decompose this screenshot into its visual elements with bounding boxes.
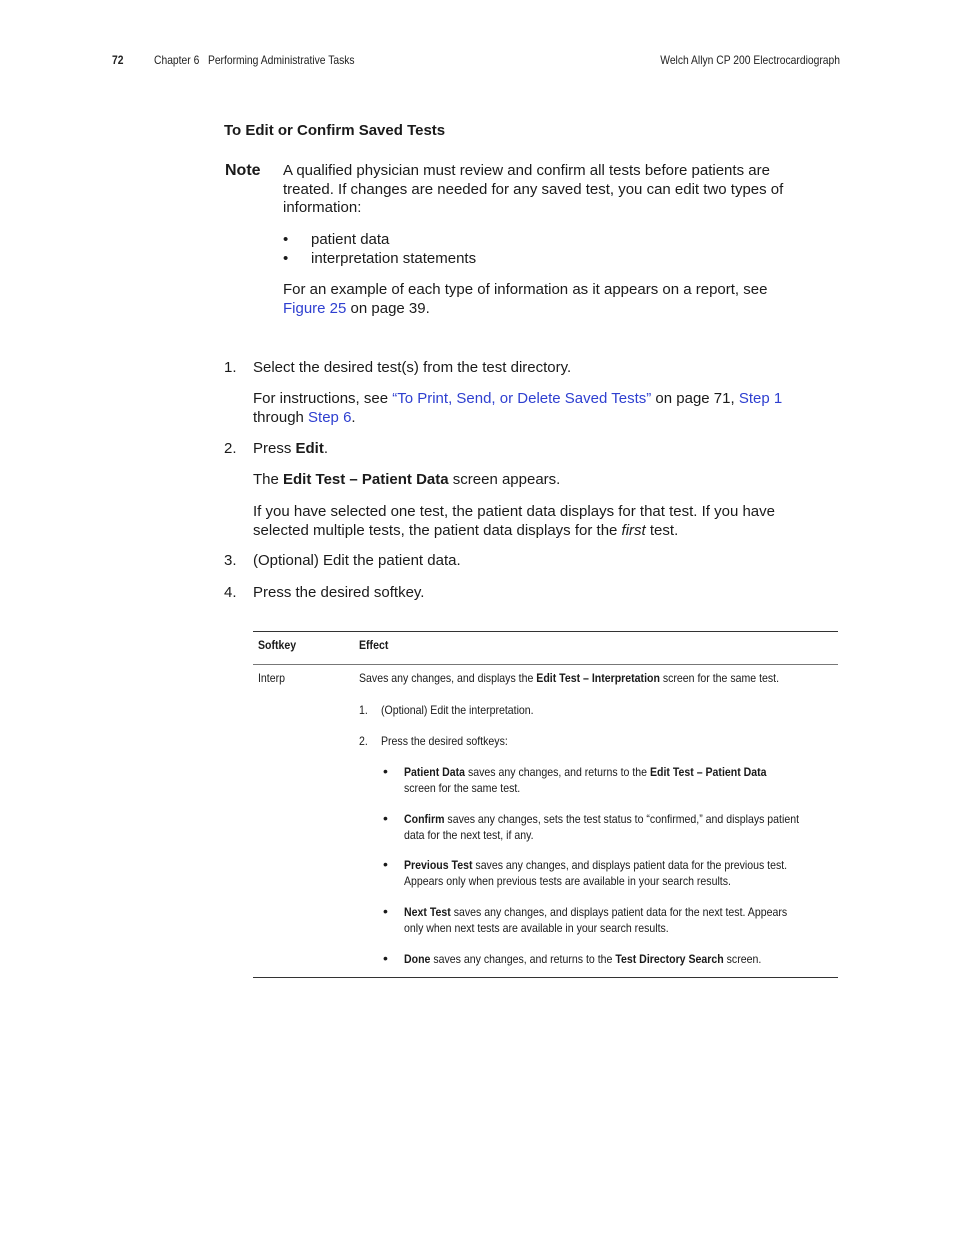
bullet-text-end: screen. — [723, 952, 762, 966]
bullet-text-line2: screen for the same test. — [404, 781, 521, 795]
step-2-end: . — [323, 440, 329, 457]
note-label: Note — [225, 162, 261, 179]
substep-number: 2. — [359, 734, 368, 748]
table-cell-softkey: Interp — [258, 671, 286, 685]
softkey-bullet — [404, 764, 767, 796]
chapter-title: Performing Administrative Tasks — [207, 53, 355, 67]
substep-number: 1. — [359, 703, 368, 717]
effect-screen-name: Edit Test – Interpretation — [536, 671, 660, 685]
step-1-link[interactable]: Step 1 — [738, 390, 783, 407]
bullet-text-line2: data for the next test, if any. — [404, 828, 534, 842]
bullet-text-line2: only when next tests are available in your search results. — [404, 921, 669, 935]
step-1-instructions — [253, 390, 782, 427]
edit-keyword: Edit — [295, 440, 324, 457]
substep-text: (Optional) Edit the interpretation. — [381, 703, 534, 717]
note-bullet-dot: • — [283, 250, 289, 267]
step-2-paragraph — [253, 503, 775, 540]
softkey-bullet — [404, 811, 799, 843]
note-bullet-dot: • — [283, 231, 289, 248]
bullet-text: saves any changes, and displays patient data for the previous test. — [472, 858, 788, 872]
table-header-rule — [253, 664, 838, 665]
paragraph-line — [253, 522, 775, 541]
screen-name: Edit Test – Patient Data — [649, 765, 767, 779]
running-header-book-title: Welch Allyn CP 200 Electrocardiograph — [660, 53, 840, 67]
softkey-name: Next Test — [404, 905, 451, 919]
section-title: To Edit or Confirm Saved Tests — [224, 122, 446, 139]
step-4-text: Press the desired softkey. — [253, 584, 425, 601]
instr-through: through — [253, 408, 309, 426]
softkey-name: Done — [404, 952, 431, 966]
bullet-dot: • — [383, 950, 388, 966]
note-text — [283, 162, 783, 218]
bullet-text-line2: Appears only when previous tests are available in your search results. — [404, 874, 731, 888]
note-example-line2 — [283, 300, 767, 319]
page-number: 72 — [112, 53, 124, 67]
note-example-line: For an example of each type of information as it appears on a report, see — [283, 281, 768, 298]
paragraph-line: If you have selected one test, the patient data displays for that test. If you have — [253, 503, 775, 520]
softkey-name: Confirm — [404, 812, 445, 826]
table-top-rule — [253, 631, 838, 632]
bullet-text: saves any changes, and returns to the — [430, 952, 616, 966]
softkey-bullet — [404, 951, 761, 967]
screen-rest: screen appears. — [448, 471, 561, 488]
first-emphasis: first — [621, 521, 646, 539]
running-header-chapter — [154, 53, 355, 67]
step-3-text: (Optional) Edit the patient data. — [253, 552, 461, 569]
note-bullet-text: interpretation statements — [311, 250, 477, 267]
table-header-effect: Effect — [359, 638, 389, 652]
screen-name: Edit Test – Patient Data — [283, 471, 449, 488]
table-bottom-rule — [253, 977, 838, 978]
bullet-text: saves any changes, and returns to the — [465, 765, 650, 779]
chapter-label: Chapter 6 — [154, 53, 200, 67]
softkey-name: Previous Test — [404, 858, 473, 872]
bullet-dot: • — [383, 763, 388, 779]
step-6-link[interactable]: Step 6 — [308, 408, 352, 426]
print-send-delete-link[interactable]: “To Print, Send, or Delete Saved Tests” — [392, 390, 652, 407]
step-number: 3. — [224, 552, 237, 569]
effect-text-rest: screen for the same test. — [659, 671, 780, 685]
instr-end: . — [351, 408, 356, 426]
note-line: A qualified physician must review and confirm all tests before patients are — [283, 162, 770, 179]
softkey-name: Patient Data — [404, 765, 466, 779]
step-2-prefix: Press — [253, 440, 296, 457]
figure-25-link[interactable]: Figure 25 — [283, 299, 347, 317]
note-example-rest: on page 39. — [346, 299, 430, 317]
screen-the: The — [253, 471, 284, 488]
step-number: 2. — [224, 440, 237, 457]
screen-name: Test Directory Search — [615, 952, 724, 966]
table-header-softkey: Softkey — [258, 638, 297, 652]
instr-mid: on page 71, — [651, 390, 739, 407]
bullet-dot: • — [383, 903, 388, 919]
substep-text: Press the desired softkeys: — [381, 734, 508, 748]
note-line: treated. If changes are needed for any saved test, you can edit two types of — [283, 180, 784, 198]
softkey-bullet — [404, 857, 787, 889]
note-bullet-text: patient data — [311, 231, 390, 248]
instr-prefix: For instructions, see — [253, 390, 393, 407]
bullet-dot: • — [383, 810, 388, 826]
bullet-text: saves any changes, sets the test status to “confirmed,” and displays patient — [444, 812, 800, 826]
effect-text: Saves any changes, and displays the — [359, 671, 537, 685]
paragraph-text: selected multiple tests, the patient data displays for the — [253, 521, 622, 539]
step-2-text — [253, 440, 328, 459]
note-line: information: — [283, 199, 362, 216]
bullet-text: saves any changes, and displays patient data for the next test. Appears — [450, 905, 788, 919]
softkey-bullet — [404, 904, 787, 936]
step-number: 1. — [224, 359, 237, 376]
paragraph-end: test. — [645, 521, 679, 539]
step-number: 4. — [224, 584, 237, 601]
table-cell-effect — [359, 670, 779, 686]
note-example — [283, 281, 767, 318]
step-1-text: Select the desired test(s) from the test directory. — [253, 359, 572, 376]
bullet-dot: • — [383, 856, 388, 872]
step-2-screen — [253, 471, 560, 490]
